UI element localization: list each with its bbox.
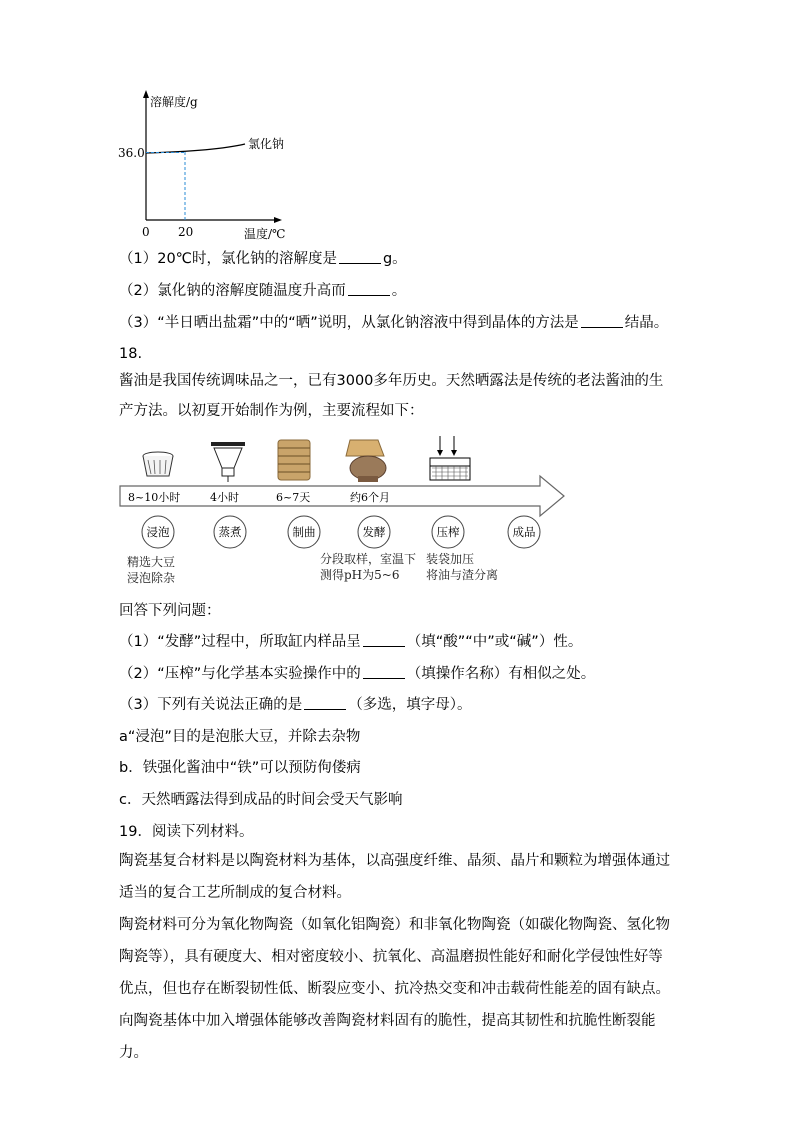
q18-option-c: c．天然晒露法得到成品的时间会受天气影响 (119, 792, 403, 808)
q19-paragraph-1: 陶瓷基复合材料是以陶瓷材料为基体，以高强度纤维、晶须、晶片和颗粒为增强体通过适当的复合工艺所制成的复合材料。 (119, 853, 670, 901)
step-steam (214, 516, 246, 548)
step-press (432, 516, 464, 548)
step-soak (142, 516, 174, 548)
step-time-soak: 8~10小时 (128, 491, 181, 504)
sodium-chloride-curve (146, 144, 245, 153)
x-axis-arrow (274, 217, 282, 223)
step-time-koji: 6~7天 (276, 491, 311, 504)
q18-part3-suffix: （多选，填字母）。 (348, 697, 472, 713)
q19-paragraph-2: 陶瓷材料可分为氧化物陶瓷（如氧化铝陶瓷）和非氧化物陶瓷（如碳化物陶瓷、氢化物陶瓷等），具有硬度大、相对密度较小、抗氧化、高温磨损性能好和耐化学侵蚀性好等优点，但也存在断裂韧性低、断裂应变小、抗冷热交变和冲击载荷性能差的固有缺点。向陶瓷基体中加入增强体能够改善陶瓷材料固有的脆性，提高其韧性和抗脆性断裂能力。 (119, 917, 670, 1061)
step-koji-label: 制曲 (292, 525, 316, 539)
y-axis-label: 溶解度/g (150, 95, 198, 109)
step-ferment (358, 516, 390, 548)
note-press-line1: 装袋加压 (426, 552, 475, 566)
step-koji (288, 516, 320, 548)
note-ferment-line2: 测得pH为5~6 (320, 568, 400, 582)
q18-part1 (119, 632, 582, 652)
step-product-label: 成品 (512, 525, 536, 539)
q17-part2 (119, 281, 406, 301)
q18-part3 (119, 695, 471, 715)
q17-part3-text: （3）“半日晒出盐霜”中的“晒”说明，从氯化钠溶液中得到晶体的方法是 (119, 315, 579, 331)
q18-intro: 酱油是我国传统调味品之一，已有3000多年历史。天然晒露法是传统的老法酱油的生产方法。以初夏开始制作为例，主要流程如下： (119, 373, 664, 419)
note-press (426, 551, 498, 583)
q17-part2-suffix: 。 (391, 283, 407, 299)
y-axis-arrow (143, 90, 149, 98)
q18-part2-suffix: （填操作名称）有相似之处。 (406, 666, 596, 682)
q18-part1-text: （1）“发酵”过程中，所取缸内样品呈 (119, 634, 361, 650)
q17-part1 (119, 249, 407, 269)
answer-blank[interactable] (304, 695, 346, 710)
step-time-steam: 4小时 (210, 491, 239, 504)
press-icon (430, 436, 470, 480)
q17-part3 (119, 313, 668, 333)
answer-blank[interactable] (348, 281, 390, 296)
y-value-label: 36.0 (118, 146, 145, 160)
q18-answer-prompt: 回答下列问题： (119, 603, 221, 619)
step-soak-label: 浸泡 (146, 525, 170, 539)
q18-number: 18. (119, 346, 143, 362)
koji-trays-icon (278, 440, 310, 480)
solubility-graph (110, 90, 310, 250)
step-product (508, 516, 540, 548)
origin-label: 0 (142, 225, 150, 239)
q17-part1-text: （1）20℃时，氯化钠的溶解度是 (119, 251, 337, 267)
q18-option-a: a“浸泡”目的是泡胀大豆，并除去杂物 (119, 729, 361, 745)
steamer-icon (211, 442, 245, 482)
process-arrow (120, 476, 564, 516)
step-time-ferment: 约6个月 (350, 491, 390, 504)
answer-blank[interactable] (581, 313, 623, 328)
soaking-basket-icon (143, 452, 173, 476)
note-ferment-line1: 分段取样，室温下 (320, 552, 417, 566)
note-soak-line2: 浸泡除杂 (127, 571, 176, 585)
x-value-label: 20 (178, 225, 194, 239)
answer-blank[interactable] (363, 632, 405, 647)
q19-title: 19．阅读下列材料。 (119, 824, 254, 840)
q18-part3-text: （3）下列有关说法正确的是 (119, 697, 303, 713)
answer-blank[interactable] (339, 249, 381, 264)
note-soak-line1: 精选大豆 (127, 555, 176, 569)
q18-part2-text: （2）“压榨”与化学基本实验操作中的 (119, 666, 361, 682)
q17-part3-suffix: 结晶。 (624, 315, 669, 331)
note-press-line2: 将油与渣分离 (426, 568, 499, 582)
curve-label: 氯化钠 (248, 137, 285, 151)
q17-part1-suffix: g。 (382, 251, 407, 267)
fermentation-jar-icon (346, 440, 386, 482)
q18-option-b: b．铁强化酱油中“铁”可以预防佝偻病 (119, 760, 361, 776)
step-press-label: 压榨 (436, 525, 460, 539)
q18-part2 (119, 664, 595, 684)
step-ferment-label: 发酵 (362, 525, 386, 539)
answer-blank[interactable] (363, 664, 405, 679)
q17-part2-text: （2）氯化钠的溶解度随温度升高而 (119, 283, 346, 299)
note-ferment (320, 551, 416, 583)
step-steam-label: 蒸煮 (218, 525, 242, 539)
note-soak (127, 554, 175, 586)
q18-part1-suffix: （填“酸”“中”或“碱”）性。 (406, 634, 583, 650)
x-axis-label: 温度/℃ (244, 227, 286, 241)
